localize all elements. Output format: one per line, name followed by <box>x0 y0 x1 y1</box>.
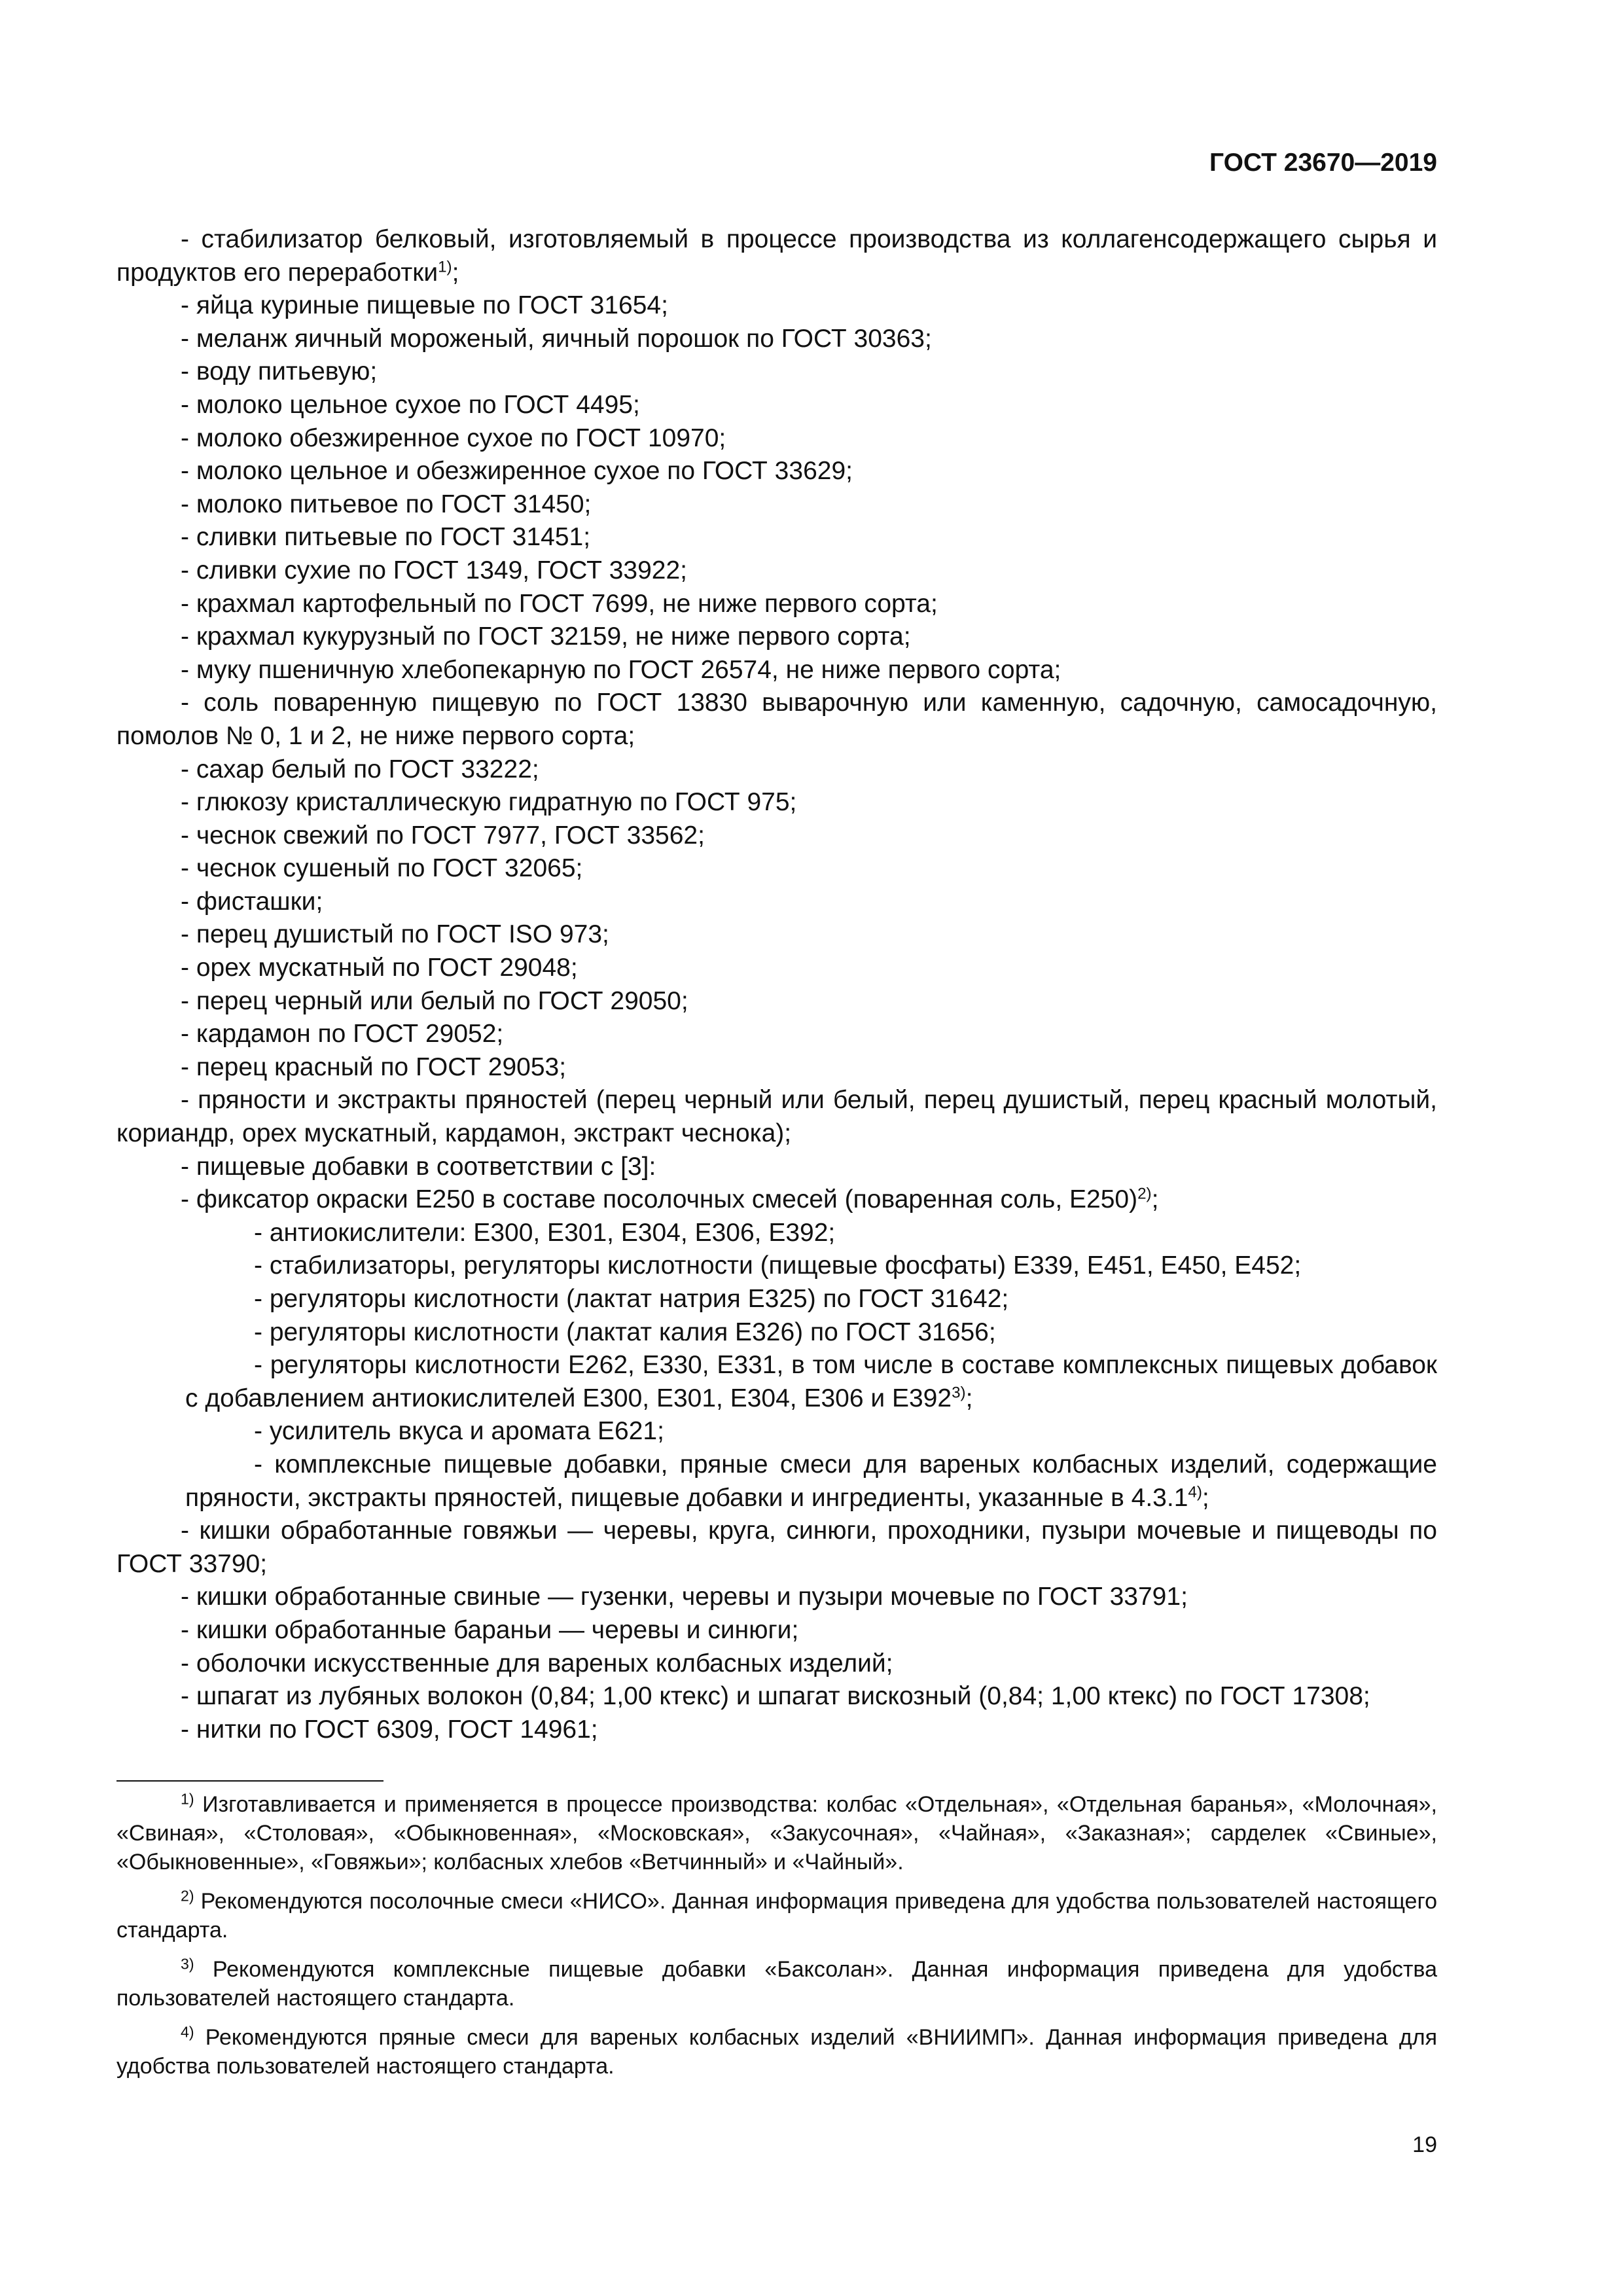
list-item-text: - стабилизатор белковый, изготовляемый в процессе производства из коллагенсодержащего сырья и продуктов его переработки <box>116 225 1437 287</box>
list-item <box>116 1051 1437 1085</box>
list-item-text: - антиокислители: Е300, Е301, Е304, Е306, Е392; <box>254 1218 836 1247</box>
footnote-ref: 2) <box>1137 1185 1152 1203</box>
footnotes <box>116 1790 1437 2091</box>
list-item-tail: ; <box>1151 1185 1159 1214</box>
body-text <box>116 223 1437 1746</box>
footnote-ref: 1) <box>438 258 452 276</box>
footnote-mark: 4) <box>181 2023 194 2041</box>
list-item-text: - крахмал кукурузный по ГОСТ 32159, не ниже первого сорта; <box>181 622 911 651</box>
list-item-text: - чеснок сушеный по ГОСТ 32065; <box>181 854 583 883</box>
list-item-text: - нитки по ГОСТ 6309, ГОСТ 14961; <box>181 1715 598 1744</box>
list-item <box>116 1713 1437 1747</box>
list-item <box>116 1151 1437 1184</box>
list-item-text: - перец душистый по ГОСТ ISO 973; <box>181 920 609 949</box>
list-item <box>116 289 1437 323</box>
list-item-tail: ; <box>452 258 459 287</box>
footnote-text: Рекомендуются посолочные смеси «НИСО». Данная информация приведена для удобства пользователей настоящего стандарта. <box>116 1889 1438 1943</box>
list-item-text: - кишки обработанные свиные — гузенки, черевы и пузыри мочевые по ГОСТ 33791; <box>181 1583 1188 1611</box>
footnote-mark: 1) <box>181 1790 194 1808</box>
list-item <box>116 1448 1437 1515</box>
list-item-text: - меланж яичный мороженый, яичный порошок по ГОСТ 30363; <box>181 324 932 353</box>
list-item-text: - сливки сухие по ГОСТ 1349, ГОСТ 33922; <box>181 556 688 584</box>
list-item-text: - соль поваренную пищевую по ГОСТ 13830 выварочную или каменную, садочную, самосадочную, помолов № 0, 1 и 2, не ниже первого сорта; <box>116 689 1437 750</box>
list-item-text: - усилитель вкуса и аромата Е621; <box>254 1417 664 1446</box>
list-item <box>116 422 1437 456</box>
list-item-text: - молоко цельное сухое по ГОСТ 4495; <box>181 390 640 419</box>
footnote-ref: 3) <box>952 1384 966 1402</box>
list-item-text: - кардамон по ГОСТ 29052; <box>181 1020 504 1049</box>
list-item-text: - перец черный или белый по ГОСТ 29050; <box>181 986 688 1015</box>
list-item-text: - фиксатор окраски Е250 в составе посолочных смесей (поваренная соль, Е250) <box>181 1185 1138 1214</box>
list-item <box>116 687 1437 753</box>
list-item-text: - пряности и экстракты пряностей (перец черный или белый, перец душистый, перец красный молотый, кориандр, орех мускатный, кардамон, экстракт чеснока); <box>116 1086 1437 1148</box>
footnote-mark: 2) <box>181 1887 194 1905</box>
list-item-text: - кишки обработанные бараньи — черевы и синюги; <box>181 1615 799 1644</box>
list-item-text: - глюкозу кристаллическую гидратную по ГОСТ 975; <box>181 788 797 817</box>
list-item <box>116 1316 1437 1350</box>
footnote <box>116 1887 1437 1945</box>
list-item <box>116 1217 1437 1250</box>
list-item <box>116 1249 1437 1283</box>
list-item <box>116 852 1437 886</box>
page-number: 19 <box>1412 2132 1437 2157</box>
list-item <box>116 488 1437 522</box>
list-item-text: - орех мускатный по ГОСТ 29048; <box>181 954 578 982</box>
list-item <box>116 389 1437 422</box>
list-item <box>116 786 1437 819</box>
list-item <box>116 1515 1437 1581</box>
list-item-text: - регуляторы кислотности Е262, Е330, Е331, в том числе в составе комплексных пищевых добавок с добавлением антиокислителей Е300, Е301, Е304, Е306 и Е392 <box>185 1351 1437 1412</box>
footnote-text: Рекомендуются комплексные пищевые добавки «Баксолан». Данная информация приведена для удобства пользователей настоящего стандарта. <box>116 1957 1437 2011</box>
footnote-separator <box>116 1780 383 1782</box>
list-item-text: - яйца куриные пищевые по ГОСТ 31654; <box>181 291 668 320</box>
list-item <box>116 918 1437 952</box>
list-item <box>116 521 1437 554</box>
list-item <box>116 1614 1437 1647</box>
list-item-text: - регуляторы кислотности (лактат калия Е326) по ГОСТ 31656; <box>254 1318 996 1346</box>
footnote-ref: 4) <box>1188 1483 1202 1501</box>
list-item <box>116 455 1437 488</box>
list-item <box>116 588 1437 621</box>
list-item-tail: ; <box>965 1384 973 1412</box>
list-item <box>116 952 1437 985</box>
footnote-text: Рекомендуются пряные смеси для вареных колбасных изделий «ВНИИМП». Данная информация приведена для удобства пользователей настоящего стандарта. <box>116 2025 1437 2079</box>
list-item <box>116 753 1437 787</box>
list-item-text: - кишки обработанные говяжьи — черевы, круга, синюги, проходники, пузыри мочевые и пищеводы по ГОСТ 33790; <box>116 1516 1437 1578</box>
list-item-text: - шпагат из лубяных волокон (0,84; 1,00 ктекс) и шпагат вискозный (0,84; 1,00 ктекс) по ГОСТ 17308; <box>181 1682 1370 1711</box>
list-item <box>116 1018 1437 1051</box>
list-item-text: - воду питьевую; <box>181 357 378 386</box>
list-item-text: - оболочки искусственные для вареных колбасных изделий; <box>181 1649 893 1677</box>
list-item-text: - стабилизаторы, регуляторы кислотности (пищевые фосфаты) Е339, Е451, Е450, Е452; <box>254 1251 1302 1280</box>
list-item-text: - молоко обезжиренное сухое по ГОСТ 10970; <box>181 423 726 452</box>
list-item-text: - сахар белый по ГОСТ 33222; <box>181 755 539 783</box>
footnote <box>116 2023 1437 2081</box>
list-item <box>116 654 1437 687</box>
footnote <box>116 1955 1437 2013</box>
list-item <box>116 1415 1437 1448</box>
list-item-text: - комплексные пищевые добавки, пряные смеси для вареных колбасных изделий, содержащие пряности, экстракты пряностей, пищевые добавки и ингредиенты, указанные в 4.3.1 <box>185 1450 1437 1512</box>
list-item-text: - сливки питьевые по ГОСТ 31451; <box>181 523 591 552</box>
list-item <box>116 1084 1437 1150</box>
list-item-text: - молоко цельное и обезжиренное сухое по ГОСТ 33629; <box>181 457 853 486</box>
list-item-text: - чеснок свежий по ГОСТ 7977, ГОСТ 33562; <box>181 821 705 850</box>
list-item-text: - пищевые добавки в соответствии с [3]: <box>181 1152 656 1181</box>
list-item <box>116 1647 1437 1681</box>
list-item-tail: ; <box>1202 1483 1209 1512</box>
list-item <box>116 223 1437 289</box>
footnote-text: Изготавливается и применяется в процессе производства: колбас «Отдельная», «Отдельная баранья», «Молочная», «Свиная», «Столовая», «Обыкновенная», «Московская», «Закусочная», «Чайная», «Заказная»; сарделек «Свиные», «Обыкновенные», «Говяжьи»; колбасных хлебов «Ветчинный» и «Чайный». <box>116 1792 1437 1874</box>
list-item-text: - муку пшеничную хлебопекарную по ГОСТ 26574, не ниже первого сорта; <box>181 655 1061 684</box>
list-item <box>116 1581 1437 1614</box>
list-item-text: - регуляторы кислотности (лактат натрия Е325) по ГОСТ 31642; <box>254 1285 1009 1313</box>
footnote <box>116 1790 1437 1876</box>
list-item-text: - крахмал картофельный по ГОСТ 7699, не ниже первого сорта; <box>181 589 938 618</box>
list-item <box>116 1283 1437 1316</box>
list-item <box>116 554 1437 588</box>
list-item <box>116 1349 1437 1415</box>
list-item <box>116 985 1437 1018</box>
list-item-text: - фисташки; <box>181 887 323 916</box>
document-header: ГОСТ 23670—2019 <box>1209 149 1437 177</box>
list-item <box>116 886 1437 919</box>
list-item <box>116 1680 1437 1713</box>
list-item <box>116 819 1437 853</box>
footnote-mark: 3) <box>181 1955 194 1973</box>
list-item <box>116 323 1437 356</box>
list-item <box>116 355 1437 389</box>
list-item <box>116 620 1437 654</box>
list-item-text: - молоко питьевое по ГОСТ 31450; <box>181 490 592 518</box>
list-item <box>116 1183 1437 1217</box>
list-item-text: - перец красный по ГОСТ 29053; <box>181 1052 567 1081</box>
